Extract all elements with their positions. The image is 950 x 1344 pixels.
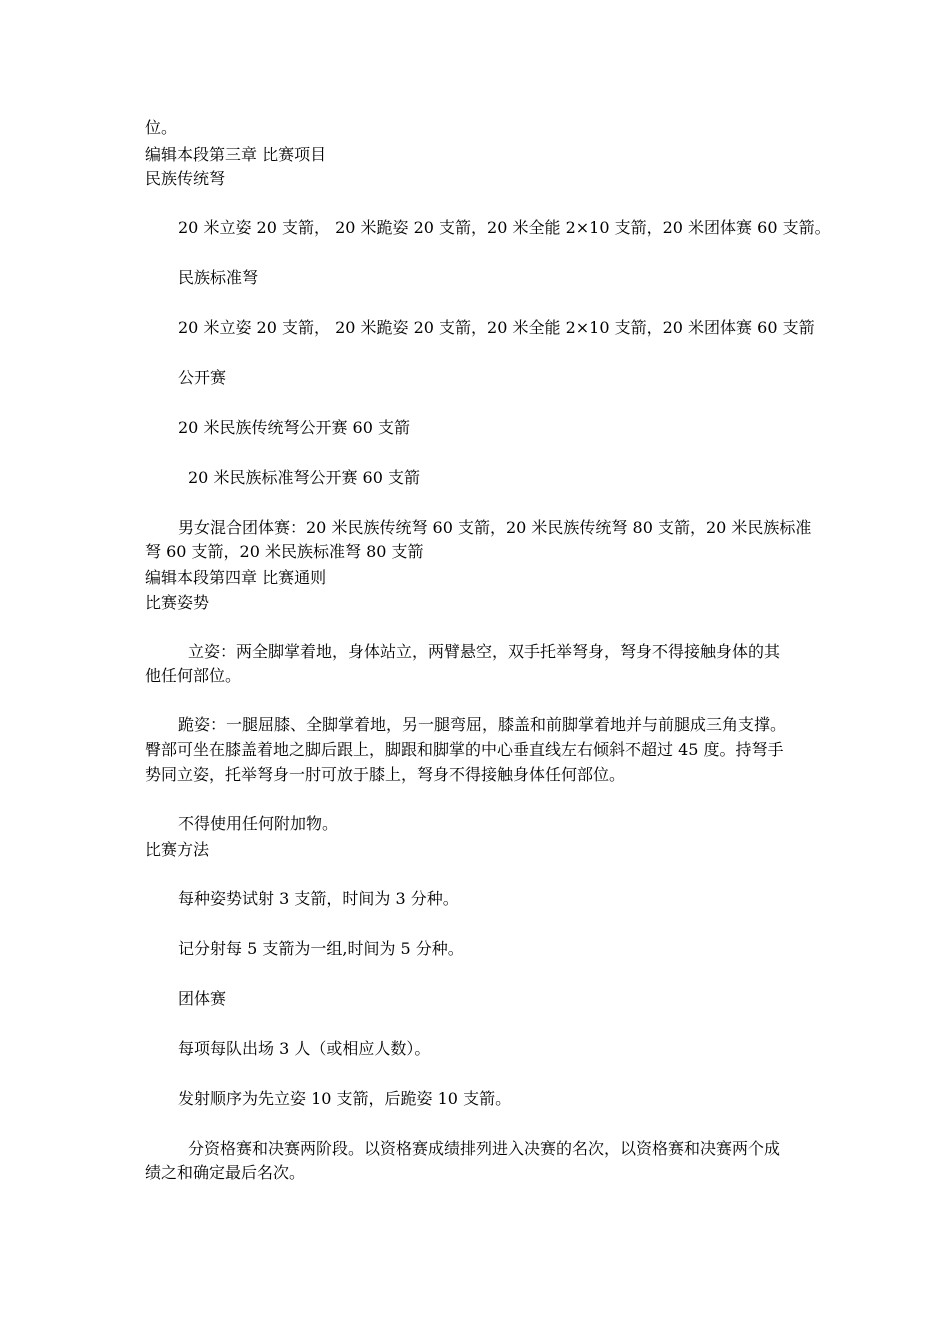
paragraph: 20 米民族标准弩公开赛 60 支箭	[188, 468, 420, 487]
paragraph: 20 米立姿 20 支箭， 20 米跪姿 20 支箭，20 米全能 2×10 支箭，20 米团体赛 60 支箭	[178, 318, 815, 337]
paragraph-line: 绩之和确定最后名次。	[145, 1163, 306, 1182]
paragraph: 20 米立姿 20 支箭， 20 米跪姿 20 支箭，20 米全能 2×10 支箭，20 米团体赛 60 支箭。	[178, 218, 831, 237]
paragraph: 每种姿势试射 3 支箭，时间为 3 分种。	[178, 889, 459, 908]
text-line: 位。	[145, 118, 178, 137]
subheading: 公开赛	[178, 368, 227, 387]
paragraph-line: 男女混合团体赛：20 米民族传统弩 60 支箭，20 米民族传统弩 80 支箭，20 米民族标准	[178, 518, 812, 537]
section-heading: 编辑本段第三章 比赛项目	[145, 145, 327, 164]
paragraph-line: 他任何部位。	[145, 666, 242, 685]
paragraph: 记分射每 5 支箭为一组,时间为 5 分种。	[178, 939, 464, 958]
subheading: 团体赛	[178, 989, 227, 1008]
section-heading: 编辑本段第四章 比赛通则	[145, 568, 327, 587]
subheading: 比赛姿势	[145, 593, 210, 612]
paragraph: 每项每队出场 3 人（或相应人数）。	[178, 1039, 431, 1058]
paragraph-line: 分资格赛和决赛两阶段。以资格赛成绩排列进入决赛的名次，以资格赛和决赛两个成	[188, 1139, 781, 1158]
subheading: 民族传统弩	[145, 169, 226, 188]
paragraph-line: 臀部可坐在膝盖着地之脚后跟上，脚跟和脚掌的中心垂直线左右倾斜不超过 45 度。持弩手	[145, 740, 784, 759]
paragraph: 发射顺序为先立姿 10 支箭，后跪姿 10 支箭。	[178, 1089, 512, 1108]
subheading: 比赛方法	[145, 840, 210, 859]
paragraph-line: 跪姿：一腿屈膝、全脚掌着地，另一腿弯屈，膝盖和前脚掌着地并与前腿成三角支撑。	[178, 715, 787, 734]
subheading: 民族标准弩	[178, 268, 259, 287]
paragraph-line: 势同立姿，托举弩身一肘可放于膝上，弩身不得接触身体任何部位。	[145, 765, 626, 784]
paragraph-line: 弩 60 支箭，20 米民族标准弩 80 支箭	[145, 542, 424, 561]
paragraph: 20 米民族传统弩公开赛 60 支箭	[178, 418, 410, 437]
paragraph: 不得使用任何附加物。	[178, 814, 339, 833]
paragraph-line: 立姿：两全脚掌着地，身体站立，两臂悬空，双手托举弩身，弩身不得接触身体的其	[188, 642, 781, 661]
